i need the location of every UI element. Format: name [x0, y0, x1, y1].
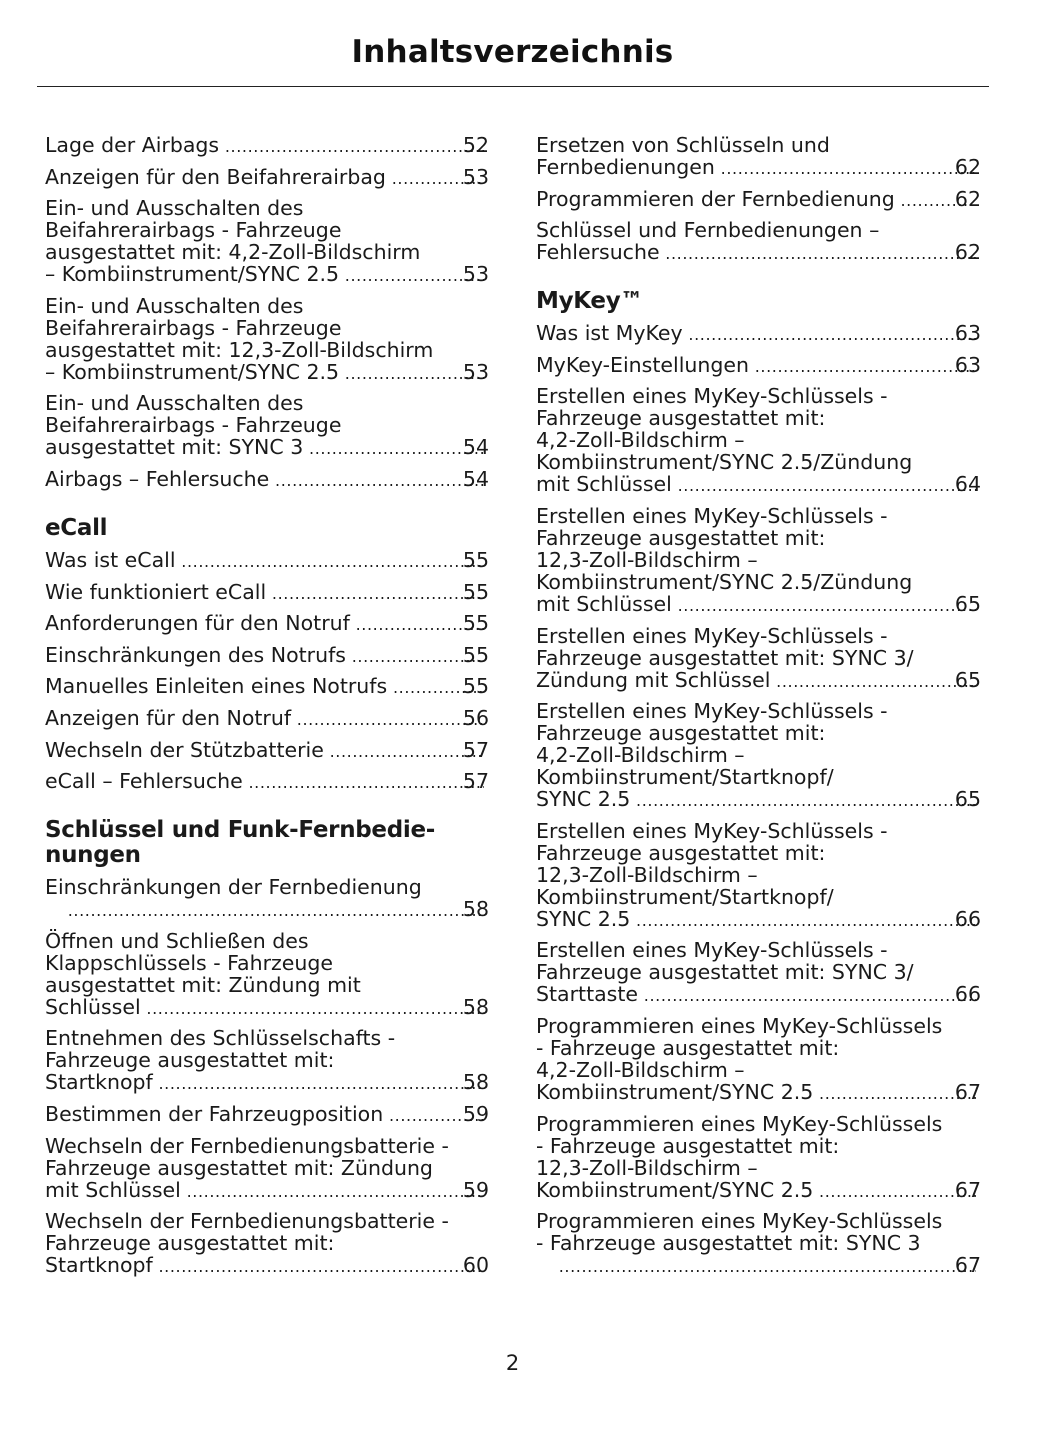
toc-entry-text: mit Schlüssel: [536, 472, 672, 497]
toc-entry-text: Erstellen eines MyKey-Schlüssels -: [536, 818, 888, 843]
toc-entry-text: 4,2-Zoll-Bildschirm –: [536, 1057, 745, 1082]
toc-entry-leader-line: [45, 466, 489, 492]
toc-entry[interactable]: [45, 295, 489, 385]
toc-entry[interactable]: [45, 1135, 489, 1203]
toc-entry[interactable]: [45, 707, 489, 731]
toc-entry[interactable]: [45, 549, 489, 573]
toc-entry[interactable]: [536, 939, 981, 1007]
toc-entry-leader-line: [45, 1253, 489, 1278]
toc-entry[interactable]: [536, 188, 981, 212]
dot-leader: [677, 595, 976, 617]
toc-entry-leader-line: [536, 240, 981, 265]
toc-entry-text: Erstellen eines MyKey-Schlüssels -: [536, 623, 888, 648]
dot-leader: [146, 998, 484, 1020]
toc-entry[interactable]: [45, 1103, 489, 1127]
toc-entry-text: Ersetzen von Schlüsseln und: [536, 133, 830, 157]
toc-entry-text: Kombiinstrument/Startknopf/: [536, 765, 834, 790]
toc-entry-text: mit Schlüssel: [45, 1177, 181, 1202]
toc-entry-leader-line: [45, 1177, 489, 1203]
toc-entry-text: ausgestattet mit: Zündung mit: [45, 972, 361, 997]
toc-entry-text: Wechseln der Stützbatterie: [45, 737, 324, 762]
toc-page-number: 55: [462, 674, 489, 699]
toc-entry[interactable]: [536, 354, 981, 378]
toc-entry-leader-line: [45, 1070, 489, 1095]
toc-entry[interactable]: [536, 625, 981, 693]
section-heading-keys: [45, 818, 489, 868]
toc-group: [536, 322, 981, 1278]
toc-entry-text: Airbags – Fehlersuche: [45, 466, 270, 491]
toc-entry-leader-line: [45, 769, 489, 794]
toc-entry-text: Fernbedienungen: [536, 155, 715, 179]
toc-entry-text: Anzeigen für den Notruf: [45, 705, 292, 730]
toc-entry-leader-line: [536, 186, 981, 212]
toc-page-number: 65: [954, 787, 981, 812]
toc-entry-text: Fahrzeuge ausgestattet mit:: [536, 406, 826, 431]
toc-entry-leader-line: [45, 359, 489, 385]
toc-entry-text: Entnehmen des Schlüsselschafts -: [45, 1026, 396, 1051]
toc-entry-text: Beifahrerairbags - Fahrzeuge: [45, 413, 342, 438]
toc-entry-leader-line: [45, 994, 489, 1020]
toc-page-number: 58: [462, 897, 489, 922]
toc-entry-text: Wie funktioniert eCall: [45, 579, 267, 604]
toc-entry-text: Wechseln der Fernbedienungsbatterie -: [45, 1209, 449, 1234]
toc-page-number: 62: [954, 240, 981, 265]
toc-entry[interactable]: [536, 1015, 981, 1105]
dot-leader: [558, 1256, 976, 1278]
toc-entry[interactable]: [536, 1113, 981, 1203]
toc-entry-text: Startknopf: [45, 1253, 153, 1278]
toc-entry-text: Beifahrerairbags - Fahrzeuge: [45, 218, 342, 243]
toc-page-number: 67: [954, 1253, 981, 1278]
toc-entry-text: Startknopf: [45, 1070, 153, 1095]
toc-entry-text: Zündung mit Schlüssel: [536, 667, 771, 692]
toc-group: [45, 549, 489, 794]
toc-entry-leader-line: [45, 579, 489, 605]
toc-entry-leader-line: [45, 133, 489, 158]
toc-entry-text: Erstellen eines MyKey-Schlüssels -: [536, 938, 888, 963]
toc-page-number: 60: [462, 1253, 489, 1278]
toc-entry-text: Manuelles Einleiten eines Notrufs: [45, 674, 388, 699]
toc-entry-text: Bestimmen der Fahrzeugposition: [45, 1101, 384, 1126]
toc-entry-text: 4,2-Zoll-Bildschirm –: [536, 743, 745, 768]
toc-entry[interactable]: [45, 930, 489, 1020]
toc-entry-text: Einschränkungen der Fernbedienung: [45, 875, 422, 900]
section-heading-ecall: eCall: [45, 514, 108, 541]
dot-leader: [818, 1083, 976, 1105]
toc-page-number: 58: [462, 994, 489, 1019]
toc-page-number: 59: [462, 1101, 489, 1126]
dot-leader: [775, 671, 975, 693]
toc-entry-text: Kombiinstrument/Startknopf/: [536, 884, 834, 909]
toc-entry[interactable]: [45, 612, 489, 636]
toc-page-number: 62: [954, 155, 981, 179]
toc-page-number: 54: [462, 466, 489, 491]
toc-entry-leader-line: [45, 642, 489, 668]
toc-entry-text: Fahrzeuge ausgestattet mit:: [536, 840, 826, 865]
toc-page-number: 53: [462, 262, 489, 287]
toc-entry[interactable]: [45, 468, 489, 492]
toc-entry-text: Erstellen eines MyKey-Schlüssels -: [536, 384, 888, 409]
dot-leader: [720, 158, 976, 180]
toc-entry-text: Fahrzeuge ausgestattet mit: SYNC 3/: [536, 645, 914, 670]
toc-entry-text: Kombiinstrument/SYNC 2.5: [536, 1079, 814, 1104]
toc-entry[interactable]: [45, 876, 489, 922]
toc-entry-leader-line: [45, 547, 489, 573]
toc-entry-text: Beifahrerairbags - Fahrzeuge: [45, 315, 342, 340]
section-heading-keys-line: Schlüssel und Funk-Fernbedie-: [45, 817, 436, 844]
toc-entry-text: – Kombiinstrument/SYNC 2.5: [45, 262, 340, 287]
toc-entry-text: Erstellen eines MyKey-Schlüssels -: [536, 503, 888, 528]
dot-leader: [274, 470, 484, 492]
toc-page-number: 54: [462, 435, 489, 460]
toc-entry-text: MyKey-Einstellungen: [536, 352, 749, 377]
toc-entry-text: Kombiinstrument/SYNC 2.5/Zündung: [536, 450, 913, 475]
toc-entry[interactable]: [536, 134, 981, 180]
toc-entry-text: Ein- und Ausschalten des: [45, 391, 304, 416]
toc-entry[interactable]: [45, 770, 489, 794]
toc-entry-text: Programmieren eines MyKey-Schlüssels: [536, 1013, 943, 1038]
toc-entry-text: SYNC 2.5: [536, 906, 631, 931]
toc-entry[interactable]: [45, 166, 489, 190]
toc-entry-text: – Kombiinstrument/SYNC 2.5: [45, 359, 340, 384]
dot-leader: [308, 438, 484, 460]
dot-leader: [635, 790, 976, 812]
toc-group: [45, 134, 489, 492]
toc-entry-leader-line: [536, 906, 981, 932]
dot-leader: [181, 551, 484, 573]
toc-entry-text: 4,2-Zoll-Bildschirm –: [536, 428, 745, 453]
dot-leader: [677, 475, 976, 497]
toc-page-number: 64: [954, 472, 981, 497]
toc-entry-text: Ein- und Ausschalten des: [45, 196, 304, 221]
toc-entry-text: Programmieren eines MyKey-Schlüssels: [536, 1111, 943, 1136]
toc-page-number: 62: [954, 186, 981, 211]
toc-entry-leader-line: [45, 674, 489, 699]
toc-entry-text: Starttaste: [536, 982, 639, 1007]
toc-entry-text: Kombiinstrument/SYNC 2.5: [536, 1177, 814, 1202]
toc-entry[interactable]: [536, 505, 981, 617]
toc-entry[interactable]: [45, 1027, 489, 1095]
toc-entry-text: ausgestattet mit: 4,2-Zoll-Bildschirm: [45, 240, 421, 265]
toc-entry-leader-line: [536, 787, 981, 812]
toc-page-number: 55: [462, 579, 489, 604]
toc-entry-leader-line: [536, 982, 981, 1007]
toc-page-number: 65: [954, 591, 981, 616]
toc-entry-text: - Fahrzeuge ausgestattet mit: SYNC 3: [536, 1231, 921, 1256]
toc-page-number: 67: [954, 1177, 981, 1202]
dot-leader: [635, 910, 976, 932]
toc-entry-leader-line: [67, 898, 489, 922]
dot-leader: [329, 741, 484, 763]
toc-entry-text: SYNC 2.5: [536, 787, 631, 812]
toc-entry[interactable]: [45, 197, 489, 287]
toc-entry-text: Öffnen und Schließen des: [45, 928, 309, 953]
toc-entry-text: Wechseln der Fernbedienungsbatterie -: [45, 1133, 449, 1158]
toc-entry[interactable]: [536, 700, 981, 812]
toc-page-number: 55: [462, 611, 489, 636]
toc-entry-text: Fahrzeuge ausgestattet mit: Zündung: [45, 1155, 433, 1180]
toc-page-number: 52: [462, 133, 489, 157]
toc-entry-text: Schlüssel: [45, 994, 141, 1019]
toc-entry-text: Fahrzeuge ausgestattet mit:: [536, 525, 826, 550]
toc-entry-text: eCall – Fehlersuche: [45, 769, 243, 794]
toc-entry-leader-line: [536, 472, 981, 497]
toc-left-column: [45, 134, 489, 1286]
toc-entry-text: Anforderungen für den Notruf: [45, 611, 350, 636]
toc-entry-leader-line: [536, 1177, 981, 1203]
dot-leader: [643, 985, 976, 1007]
toc-entry[interactable]: [45, 392, 489, 460]
toc-page-number: 63: [954, 321, 981, 346]
toc-page-number: 53: [462, 164, 489, 189]
toc-entry-leader-line: [536, 352, 981, 378]
toc-entry-text: Klappschlüssels - Fahrzeuge: [45, 950, 334, 975]
dot-leader: [818, 1181, 976, 1203]
toc-entry-text: Anzeigen für den Beifahrerairbag: [45, 164, 386, 189]
section-heading-mykey: MyKey™: [536, 288, 644, 315]
toc-entry-text: ausgestattet mit: SYNC 3: [45, 435, 304, 460]
dot-leader: [224, 136, 484, 158]
toc-entry-text: Fahrzeuge ausgestattet mit:: [45, 1231, 335, 1256]
toc-page-number: 55: [462, 547, 489, 572]
toc-entry-text: - Fahrzeuge ausgestattet mit:: [536, 1133, 840, 1158]
toc-entry-text: Programmieren eines MyKey-Schlüssels: [536, 1209, 943, 1234]
toc-entry-leader-line: [558, 1254, 981, 1278]
toc-right-column: [536, 134, 981, 1286]
dot-leader: [67, 900, 484, 922]
toc-entry-text: Fahrzeuge ausgestattet mit:: [45, 1048, 335, 1073]
toc-entry[interactable]: [45, 1210, 489, 1278]
toc-entry[interactable]: [536, 385, 981, 497]
toc-entry-leader-line: [45, 262, 489, 287]
dot-leader: [754, 356, 976, 378]
toc-entry-text: Schlüssel und Fernbedienungen –: [536, 218, 880, 243]
toc-entry-leader-line: [536, 591, 981, 617]
toc-entry[interactable]: [536, 820, 981, 932]
toc-entry-text: mit Schlüssel: [536, 591, 672, 616]
dot-leader: [296, 709, 484, 731]
toc-entry-text: Was ist MyKey: [536, 321, 683, 346]
toc-entry-leader-line: [45, 737, 489, 763]
toc-page-number: 67: [954, 1079, 981, 1104]
toc-entry-text: Einschränkungen des Notrufs: [45, 642, 346, 667]
toc-page-number: 56: [462, 705, 489, 730]
toc-entry-text: 12,3-Zoll-Bildschirm –: [536, 547, 758, 572]
dot-leader: [186, 1181, 484, 1203]
toc-entry-text: - Fahrzeuge ausgestattet mit:: [536, 1035, 840, 1060]
toc-page-number: 55: [462, 642, 489, 667]
toc-entry[interactable]: [536, 322, 981, 346]
toc-entry-text: 12,3-Zoll-Bildschirm –: [536, 862, 758, 887]
dot-leader: [158, 1073, 484, 1095]
section-heading-keys-line: nungen: [45, 842, 141, 869]
toc-page-number: 66: [954, 906, 981, 931]
toc-entry-leader-line: [45, 164, 489, 190]
toc-page-number: 58: [462, 1070, 489, 1095]
toc-group: [45, 876, 489, 1278]
toc-entry-text: Lage der Airbags: [45, 133, 220, 157]
toc-entry-text: Fehlersuche: [536, 240, 660, 265]
toc-entry[interactable]: [45, 581, 489, 605]
toc-entry-leader-line: [536, 155, 981, 180]
toc-page-number: 59: [462, 1177, 489, 1202]
toc-page-number: 57: [462, 769, 489, 794]
toc-page-number: 63: [954, 352, 981, 377]
dot-leader: [688, 324, 976, 346]
toc-entry-leader-line: [536, 1079, 981, 1105]
toc-entry[interactable]: [45, 644, 489, 668]
toc-entry-leader-line: [536, 667, 981, 693]
toc-entry-leader-line: [45, 705, 489, 731]
toc-entry-leader-line: [45, 435, 489, 460]
toc-entry-text: Was ist eCall: [45, 547, 176, 572]
toc-entry-leader-line: [45, 1101, 489, 1127]
toc-entry-text: Ein- und Ausschalten des: [45, 293, 304, 318]
toc-entry-text: Programmieren der Fernbedienung: [536, 186, 895, 211]
toc-entry[interactable]: [45, 739, 489, 763]
toc-group: [536, 134, 981, 265]
toc-entry[interactable]: [536, 1210, 981, 1278]
title-divider: [37, 86, 989, 87]
toc-entry-text: Fahrzeuge ausgestattet mit: SYNC 3/: [536, 960, 914, 985]
toc-entry[interactable]: [45, 134, 489, 158]
toc-entry[interactable]: [45, 675, 489, 699]
toc-entry-text: Kombiinstrument/SYNC 2.5/Zündung: [536, 569, 913, 594]
toc-entry-text: 12,3-Zoll-Bildschirm –: [536, 1155, 758, 1180]
page-title: Inhaltsverzeichnis: [351, 34, 674, 70]
dot-leader: [248, 772, 484, 794]
toc-entry-leader-line: [536, 321, 981, 346]
dot-leader: [665, 243, 976, 265]
toc-entry-leader-line: [45, 611, 489, 636]
toc-page-number: 53: [462, 359, 489, 384]
dot-leader: [158, 1256, 484, 1278]
page-number: 2: [505, 1351, 520, 1375]
toc-entry-text: Fahrzeuge ausgestattet mit:: [536, 721, 826, 746]
dot-leader: [271, 583, 484, 605]
toc-entry-text: Erstellen eines MyKey-Schlüssels -: [536, 699, 888, 724]
toc-page-number: 66: [954, 982, 981, 1007]
toc-entry[interactable]: [536, 219, 981, 265]
toc-page-number: 57: [462, 737, 489, 762]
toc-entry-text: ausgestattet mit: 12,3-Zoll-Bildschirm: [45, 337, 434, 362]
toc-page-number: 65: [954, 667, 981, 692]
